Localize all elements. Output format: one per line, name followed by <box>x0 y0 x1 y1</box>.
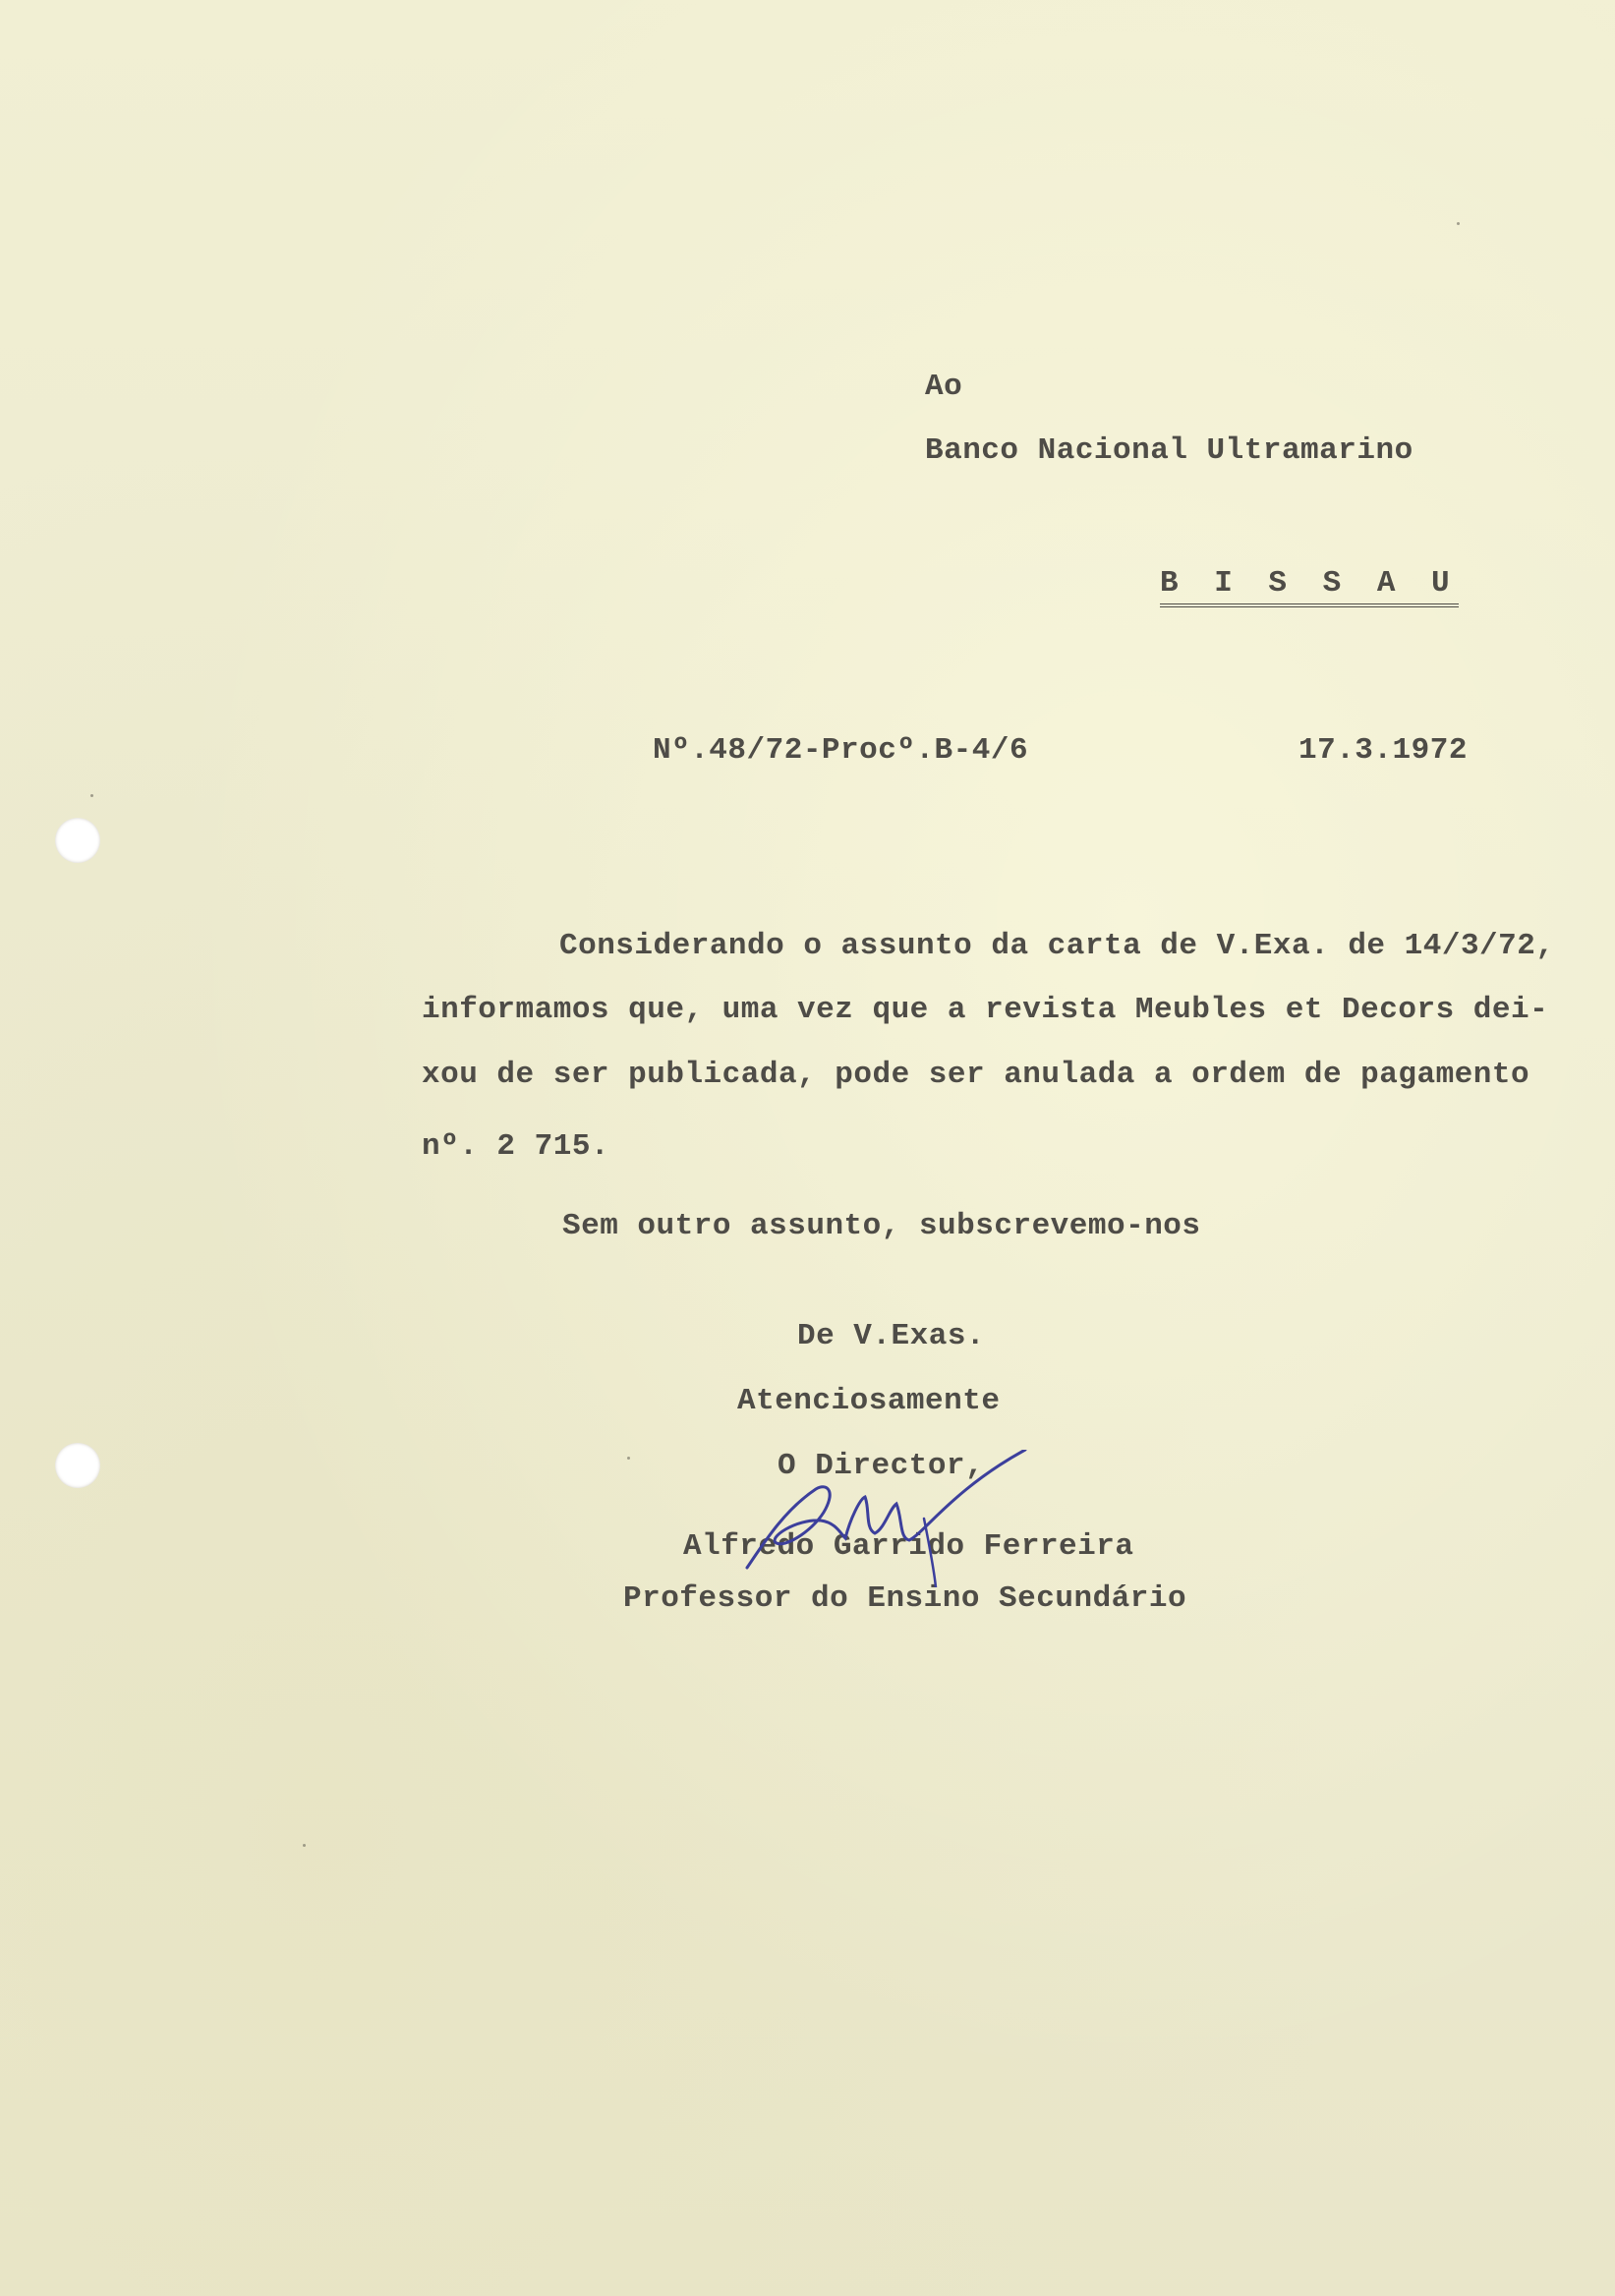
recipient-city: B I S S A U <box>1160 566 1459 607</box>
letter-date: 17.3.1972 <box>1298 733 1468 768</box>
handwritten-signature <box>727 1450 1042 1587</box>
closing-role: O Director, <box>778 1449 985 1483</box>
body-line-1: Considerando o assunto da carta de V.Exa. de 14/3/72, <box>559 929 1555 963</box>
closing-addressee: De V.Exas. <box>797 1319 986 1353</box>
closing-line: Sem outro assunto, subscrevemo-nos <box>562 1209 1201 1243</box>
closing-regards: Atenciosamente <box>737 1384 1001 1418</box>
body-line-2: informamos que, uma vez que a revista Meubles et Decors dei- <box>422 993 1549 1027</box>
signatory-name: Alfredo Garrido Ferreira <box>683 1529 1134 1564</box>
paper-speck <box>303 1844 306 1847</box>
recipient-name: Banco Nacional Ultramarino <box>925 433 1413 468</box>
punch-hole-bottom <box>55 1443 100 1488</box>
reference-number: Nº.48/72-Procº.B-4/6 <box>653 733 1029 768</box>
body-line-3: xou de ser publicada, pode ser anulada a ordem de pagamento <box>422 1058 1530 1092</box>
signatory-title: Professor do Ensino Secundário <box>623 1581 1187 1616</box>
punch-hole-top <box>55 818 100 863</box>
paper-speck <box>627 1457 630 1460</box>
paper-speck <box>1457 222 1460 225</box>
body-line-4: nº. 2 715. <box>422 1129 610 1164</box>
paper-speck <box>90 794 93 797</box>
salutation: Ao <box>925 370 963 404</box>
